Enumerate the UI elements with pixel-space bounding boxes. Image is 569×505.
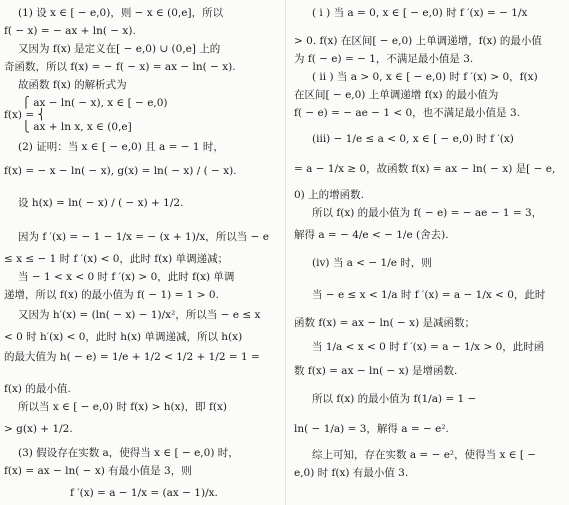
- left-line: 又因为 f(x) 是定义在[ − e,0) ∪ (0,e] 上的: [18, 43, 221, 55]
- right-line: f( − e) = − ae − 1 < 0，也不满足最小值是 3.: [294, 107, 521, 119]
- left-line: 的最大值为 h( − e) = 1/e + 1/2 < 1/2 + 1/2 = 1 =: [4, 351, 260, 363]
- left-line: ≤ x ≤ − 1 时 f ′(x) < 0，此时 f(x) 单调递减；: [4, 253, 229, 265]
- right-line: e,0) 时 f(x) 有最小值 3.: [294, 467, 409, 479]
- left-line: 奇函数，所以 f(x) = − f( − x) = ax − ln( − x).: [4, 61, 236, 73]
- right-line: 在区间[ − e,0) 上单调递增 f(x) 的最小值为: [294, 89, 499, 101]
- left-line: (2) 证明：当 x ∈ [ − e,0) 且 a = − 1 时，: [18, 141, 224, 153]
- right-line: 函数 f(x) = ax − ln( − x) 是减函数；: [294, 317, 476, 329]
- left-line: 因为 f ′(x) = − 1 − 1/x = − (x + 1)/x，所以当 − e: [18, 231, 269, 243]
- right-line: ( i ) 当 a = 0, x ∈ [ − e,0) 时 f ′(x) = − 1/x: [312, 7, 528, 19]
- right-line: > 0. f(x) 在区间[ − e,0) 上单调递增，f(x) 的最小值: [294, 35, 542, 47]
- right-line: 0) 上的增函数.: [294, 189, 364, 201]
- left-line: < 0 时 h′(x) < 0，此时 h(x) 单调递减，所以 h(x): [4, 331, 243, 343]
- right-line: ln( − 1/a) = 3，解得 a = − e².: [294, 423, 449, 435]
- left-line: 设 h(x) = ln( − x) / ( − x) + 1/2.: [18, 197, 184, 209]
- left-line: 当 − 1 < x < 0 时 f ′(x) > 0，此时 f(x) 单调: [18, 271, 235, 283]
- left-line: 故函数 f(x) 的解析式为: [18, 79, 127, 91]
- right-line: (iv) 当 a < − 1/e 时，则: [312, 257, 432, 269]
- right-line: 为 f( − e) = − 1，不满足最小值是 3.: [294, 53, 474, 65]
- left-line: ⎧ ax − ln( − x), x ∈ [ − e,0): [22, 97, 168, 109]
- right-line: 综上可知，存在实数 a = − e²，使得当 x ∈ [ −: [312, 449, 537, 461]
- left-line: 递增，所以 f(x) 的最小值为 f( − 1) = 1 > 0.: [4, 289, 219, 301]
- left-line: f(x) = ⎨: [4, 109, 46, 121]
- right-line: (iii) − 1/e ≤ a < 0, x ∈ [ − e,0) 时 f ′(x): [312, 133, 514, 145]
- right-line: 数 f(x) = ax − ln( − x) 是增函数.: [294, 365, 458, 377]
- right-line: 当 − e ≤ x < 1/a 时 f ′(x) = a − 1/x < 0，此时: [312, 289, 546, 301]
- right-line: 当 1/a < x < 0 时 f ′(x) = a − 1/x > 0，此时函: [312, 341, 545, 353]
- left-line: f( − x) = − ax + ln( − x).: [4, 25, 136, 37]
- left-line: (3) 假设存在实数 a，使得当 x ∈ [ − e,0) 时，: [18, 447, 239, 459]
- column-gap: [285, 0, 286, 505]
- left-line: f(x) 的最小值.: [4, 383, 71, 395]
- left-line: (1) 设 x ∈ [ − e,0)，则 − x ∈ (0,e]，所以: [18, 7, 224, 19]
- left-line: f ′(x) = a − 1/x = (ax − 1)/x.: [70, 487, 218, 499]
- left-line: > g(x) + 1/2.: [4, 423, 73, 435]
- right-line: 所以 f(x) 的最小值为 f(1/a) = 1 −: [312, 393, 477, 405]
- left-line: f(x) = − x − ln( − x), g(x) = ln( − x) / ( − x).: [4, 165, 237, 177]
- left-line: ⎩ ax + ln x, x ∈ (0,e]: [22, 121, 132, 133]
- right-line: 解得 a = − 4/e < − 1/e (舍去).: [294, 229, 449, 241]
- right-line: 所以 f(x) 的最小值为 f( − e) = − ae − 1 = 3，: [312, 207, 543, 219]
- left-line: 所以当 x ∈ [ − e,0) 时 f(x) > h(x)，即 f(x): [18, 401, 227, 413]
- right-line: ( ii ) 当 a > 0, x ∈ [ − e,0) 时 f ′(x) > 0，f(x): [312, 71, 538, 83]
- left-line: f(x) = ax − ln( − x) 有最小值是 3，则: [4, 465, 192, 477]
- right-line: = a − 1/x ≥ 0，故函数 f(x) = ax − ln( − x) 是[ − e,: [294, 163, 556, 175]
- left-line: 又因为 h′(x) = (ln( − x) − 1)/x²，所以当 − e ≤ x: [18, 309, 261, 321]
